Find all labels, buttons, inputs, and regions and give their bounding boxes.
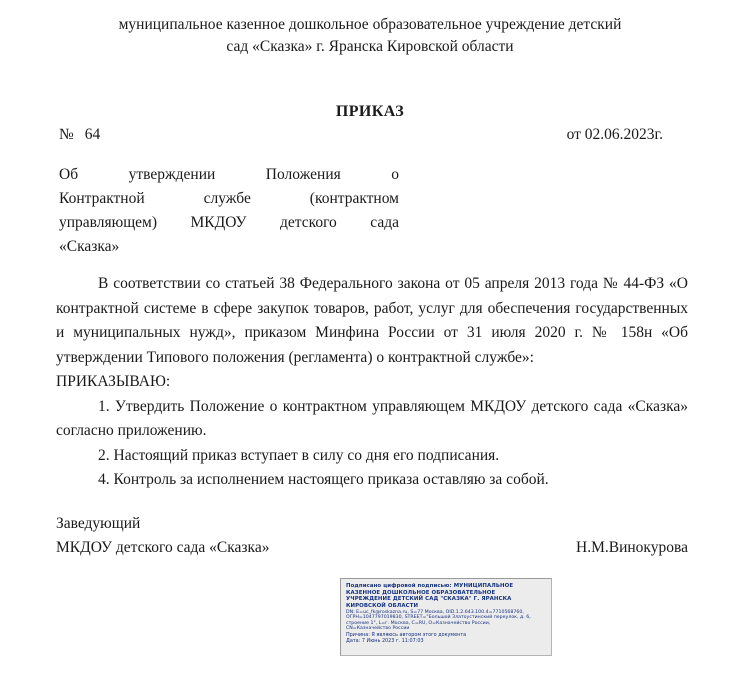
digital-signature-dn: [346, 610, 547, 632]
signatory-position-line-2-row: [56, 536, 688, 560]
document-title: ПРИКАЗ: [335, 103, 405, 120]
document-subject: [59, 163, 399, 259]
subject-line-4: «Сказка»: [59, 238, 120, 255]
digital-signature-meta: [346, 632, 547, 644]
digital-signature-heading: [346, 583, 547, 609]
order-keyword: ПРИКАЗЫВАЮ:: [56, 373, 171, 390]
digital-signature-stamp: [340, 578, 552, 656]
document-date: от 02.06.2023г.: [566, 126, 663, 143]
signatory-position-line-2: МКДОУ детского сада «Сказка»: [56, 539, 270, 556]
digital-signature-date: Дата: 7 Июнь 2023 г. 11:07:03: [346, 638, 424, 644]
organization-header: [55, 14, 685, 58]
signatory-position-line-1: Заведующий: [56, 515, 141, 532]
document-number-label: №: [59, 126, 74, 143]
clause-item-1: 1. Утвердить Положение о контрактном управляющем МКДОУ детского сада «Сказка» согласно приложению.: [56, 397, 688, 439]
subject-line-1: Об утверждении Положения о: [59, 166, 399, 183]
document-number-value: 64: [84, 126, 101, 143]
digital-signature-heading-line-2: КАЗЕННОЕ ДОШКОЛЬНОЕ ОБРАЗОВАТЕЛЬНОЕ: [346, 589, 496, 596]
digital-signature-dn-line-4: CN=Казначейство России: [346, 626, 410, 632]
digital-signature-heading-line-3: УЧРЕЖДЕНИЕ ДЕТСКИЙ САД "СКАЗКА" Г. ЯРАНСКА: [346, 596, 512, 603]
signature-block: [56, 512, 688, 560]
digital-signature-dn-line-3: строение 1", L=г. Москва, C=RU, O=Казначейство России,: [346, 620, 491, 626]
digital-signature-reason: Причина: Я являюсь автором этого документа: [346, 632, 467, 638]
organization-header-line-2: сад «Сказка» г. Яранска Кировской области: [226, 38, 514, 55]
organization-header-line-1: муниципальное казенное дошкольное образовательное учреждение детский: [118, 16, 622, 33]
digital-signature-dn-line-2: ОГРН=1047797019830, STREET="Большой Златоустинский переулок, д. 6,: [346, 615, 531, 621]
document-number: [59, 126, 100, 144]
body-preamble: В соответствии со статьей 38 Федерального закона от 05 апреля 2013 года № 44-ФЗ «О контрактной системе в сфере закупок товаров, работ, услуг для обеспечения государственных и муниципальных нужд», приказом Минфина России от 31 июля 2020 г. № 158н «Об утверждении Типового положения (регламента) о контрактной службе»:: [56, 275, 688, 366]
subject-line-2: Контрактной службе (контрактном: [59, 190, 399, 207]
clause-item-3: 4. Контроль за исполнением настоящего приказа оставляю за собой.: [98, 471, 549, 488]
digital-signature-dn-line-1: DN: E=uc_fk@roskazna.ru, S=77 Москва, OID.1.2.643.100.4=7710568760,: [346, 609, 524, 615]
digital-signature-heading-line-4: КИРОВСКОЙ ОБЛАСТИ: [346, 602, 419, 609]
signatory-name: Н.М.Винокурова: [576, 539, 688, 556]
clause-item-2: 2. Настоящий приказ вступает в силу со дня его подписания.: [98, 446, 500, 464]
digital-signature-heading-line-1: Подписано цифровой подписью: МУНИЦИПАЛЬНОЕ: [346, 583, 514, 589]
subject-line-3: управляющем) МКДОУ детского сада: [59, 214, 399, 231]
document-body: [56, 272, 688, 493]
number-date-row: [55, 126, 685, 148]
